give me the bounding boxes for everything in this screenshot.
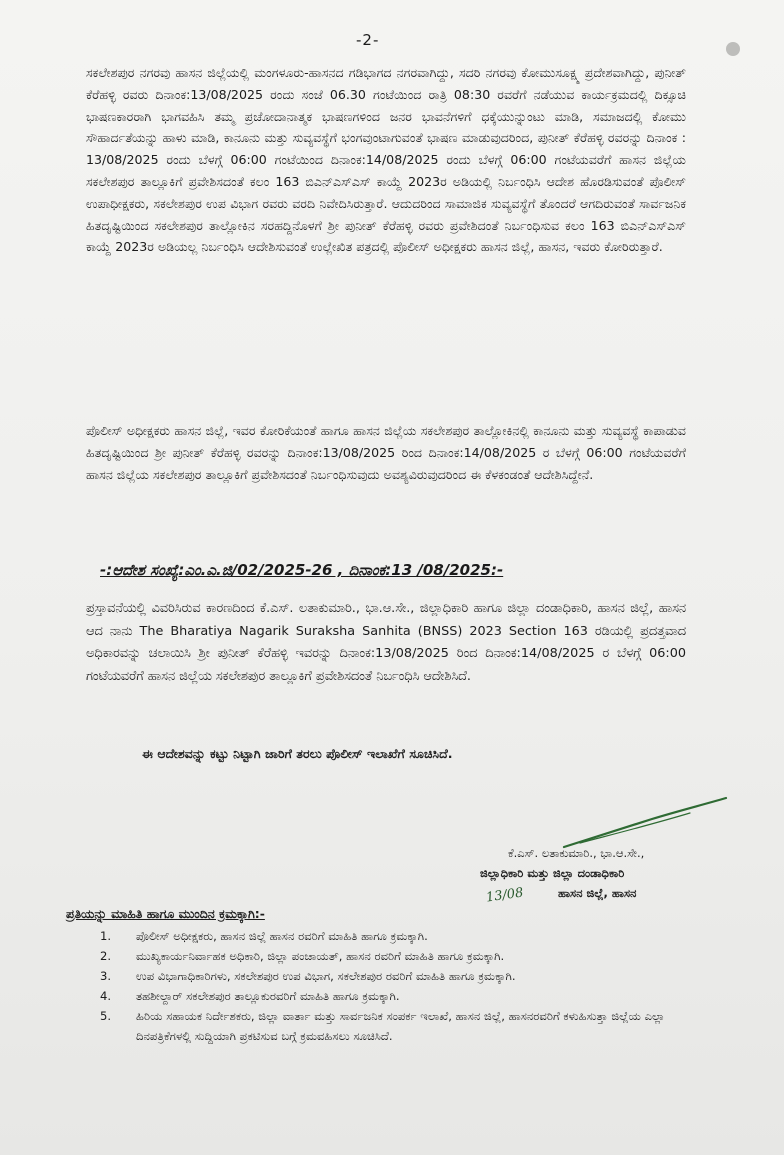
- signatory-office: ಹಾಸನ ಜಿಲ್ಲೆ, ಹಾಸನ: [558, 886, 637, 900]
- signatory-name: ಕೆ.ಎಸ್. ಲತಾಕುಮಾರಿ., ಭಾ.ಆ.ಸೇ.,: [508, 846, 645, 860]
- list-item-text: ಹಿರಿಯ ಸಹಾಯಕ ನಿರ್ದೇಶಕರು, ಜಿಲ್ಲಾ ವಾರ್ತಾ ಮತ್ತು ಸಾರ್ವಜನಿಕ ಸಂಪರ್ಕ ಇಲಾಖೆ, ಹಾಸನ ಜಿಲ್ಲೆ, ಹಾಸನರವರಿಗೆ ಕಳುಹಿಸುತ್ತಾ ಜಿಲ್ಲೆಯ ಎಲ್ಲಾ ದಿನಪತ್ರಿಕೆಗಳಲ್ಲಿ ಸುದ್ದಿಯಾಗಿ ಪ್ರಕಟಿಸುವ ಬಗ್ಗೆ ಕ್ರಮವಹಿಸಲು ಸೂಚಿಸಿದೆ.: [136, 1009, 666, 1043]
- list-item-text: ಪೊಲೀಸ್ ಅಧೀಕ್ಷಕರು, ಹಾಸನ ಜಿಲ್ಲೆ ಹಾಸನ ರವರಿಗೆ ಮಾಹಿತಿ ಹಾಗೂ ಕ್ರಮಕ್ಕಾಗಿ.: [136, 929, 428, 943]
- list-item-number: 2.: [100, 949, 112, 963]
- signatory-designation: ಜಿಲ್ಲಾಧಿಕಾರಿ ಮತ್ತು ಜಿಲ್ಲಾ ದಂಡಾಧಿಕಾರಿ: [480, 866, 625, 880]
- list-item-number: 4.: [100, 989, 112, 1003]
- copy-to-list: [100, 926, 700, 1046]
- page-number: -2-: [356, 31, 380, 49]
- list-item: [100, 946, 700, 966]
- request-paragraph: ಪೊಲೀಸ್ ಅಧೀಕ್ಷಕರು ಹಾಸನ ಜಿಲ್ಲೆ, ಇವರ ಕೋರಿಕೆಯಂತೆ ಹಾಗೂ ಹಾಸನ ಜಿಲ್ಲೆಯ ಸಕಲೇಶಪುರ ತಾಲ್ಲೋಕಿನಲ್ಲಿ ಕಾನೂನು ಮತ್ತು ಸುವ್ಯವಸ್ಥೆ ಕಾಪಾಡುವ ಹಿತದೃಷ್ಟಿಯಿಂದ ಶ್ರೀ ಪುನೀತ್ ಕೆರೆಹಳ್ಳಿ ರವರನ್ನು ದಿನಾಂಕ:13/08/2025 ರಿಂದ ದಿನಾಂಕ:14/08/2025 ರ ಬೆಳಗ್ಗೆ 06:00 ಗಂಟೆಯವರೆಗೆ ಹಾಸನ ಜಿಲ್ಲೆಯ ಸಕಲೇಶಪುರ ತಾಲ್ಲೂಕಿಗೆ ಪ್ರವೇಶಿಸದಂತೆ ನಿರ್ಬಂಧಿಸುವುದು ಅವಶ್ಯವಿರುವುದರಿಂದ ಈ ಕೆಳಕಂಡಂತೆ ಆದೇಶಿಸಿದ್ದೇನೆ.: [86, 423, 686, 482]
- list-item-number: 3.: [100, 969, 112, 983]
- list-item-text: ತಹಶೀಲ್ದಾರ್ ಸಕಲೇಶಪುರ ತಾಲ್ಲೂಕುರವರಿಗೆ ಮಾಹಿತಿ ಹಾಗೂ ಕ್ರಮಕ್ಕಾಗಿ.: [136, 989, 400, 1003]
- order-instruction: ಈ ಆದೇಶವನ್ನು ಕಟ್ಟು ನಿಟ್ಟಾಗಿ ಜಾರಿಗೆ ತರಲು ಪೊಲೀಸ್ ಇಲಾಖೆಗೆ ಸೂಚಿಸಿದೆ.: [142, 746, 453, 761]
- list-item-text: ಮುಖ್ಯಕಾರ್ಯನಿರ್ವಾಹಕ ಅಧಿಕಾರಿ, ಜಿಲ್ಲಾ ಪಂಚಾಯತ್, ಹಾಸನ ರವರಿಗೆ ಮಾಹಿತಿ ಹಾಗೂ ಕ್ರಮಕ್ಕಾಗಿ.: [136, 949, 505, 963]
- list-item-text: ಉಪ ವಿಭಾಗಾಧಿಕಾರಿಗಳು, ಸಕಲೇಶಪುರ ಉಪ ವಿಭಾಗ, ಸಕಲೇಶಪುರ ರವರಿಗೆ ಮಾಹಿತಿ ಹಾಗೂ ಕ್ರಮಕ್ಕಾಗಿ.: [136, 969, 516, 983]
- list-item: [100, 966, 700, 986]
- list-item-number: 1.: [100, 929, 112, 943]
- order-body: ಪ್ರಸ್ತಾವನೆಯಲ್ಲಿ ವಿವರಿಸಿರುವ ಕಾರಣದಿಂದ ಕೆ.ಎಸ್. ಲತಾಕುಮಾರಿ., ಭಾ.ಆ.ಸೇ., ಜಿಲ್ಲಾಧಿಕಾರಿ ಹಾಗೂ ಜಿಲ್ಲಾ ದಂಡಾಧಿಕಾರಿ, ಹಾಸನ ಜಿಲ್ಲೆ, ಹಾಸನ ಆದ ನಾನು The Bharatiya Nagarik Suraksha Sanhita (BNSS) 2023 Section 163 ರಡಿಯಲ್ಲಿ ಪ್ರದತ್ತವಾದ ಅಧಿಕಾರವನ್ನು ಚಲಾಯಿಸಿ ಶ್ರೀ ಪುನೀತ್ ಕೆರೆಹಳ್ಳಿ ಇವರನ್ನು ದಿನಾಂಕ:13/08/2025 ರಿಂದ ದಿನಾಂಕ:14/08/2025 ರ ಬೆಳಗ್ಗೆ 06:00 ಗಂಟೆಯವರೆಗೆ ಹಾಸನ ಜಿಲ್ಲೆಯ ಸಕಲೇಶಪುರ ತಾಲ್ಲೂಕಿಗೆ ಪ್ರವೇಶಿಸದಂತೆ ನಿರ್ಬಂಧಿಸಿ ಆದೇಶಿಸಿದೆ.: [86, 601, 686, 684]
- list-item: [100, 986, 700, 1006]
- list-item: [100, 926, 700, 946]
- list-item-number: 5.: [100, 1009, 112, 1023]
- order-heading: -:ಆದೇಶ ಸಂಖ್ಯೆ:ಎಂ.ಎ.ಜಿ/02/2025-26 , ದಿನಾಂಕ:13 /08/2025:-: [100, 561, 504, 579]
- list-item: [100, 1006, 700, 1046]
- handwritten-initial-date: 13/08: [485, 885, 525, 906]
- copy-to-title: ಪ್ರತಿಯನ್ನು ಮಾಹಿತಿ ಹಾಗೂ ಮುಂದಿನ ಕ್ರಮಕ್ಕಾಗಿ:-: [66, 906, 265, 921]
- punch-hole: [726, 42, 740, 56]
- intro-paragraph: ಸಕಲೇಶಪುರ ನಗರವು ಹಾಸನ ಜಿಲ್ಲೆಯಲ್ಲಿ ಮಂಗಳೂರು-ಹಾಸನದ ಗಡಿಭಾಗದ ನಗರವಾಗಿದ್ದು, ಸದರಿ ನಗರವು ಕೋಮುಸೂಕ್ಷ್ಮ ಪ್ರದೇಶವಾಗಿದ್ದು, ಪುನೀತ್ ಕೆರೆಹಳ್ಳಿ ರವರು ದಿನಾಂಕ:13/08/2025 ರಂದು ಸಂಜೆ 06.30 ಗಂಟೆಯಿಂದ ರಾತ್ರಿ 08:30 ರವರೆಗೆ ನಡೆಯುವ ಕಾರ್ಯಕ್ರಮದಲ್ಲಿ ದಿಕ್ಸೂಚಿ ಭಾಷಣಕಾರರಾಗಿ ಭಾಗವಹಿಸಿ ತಮ್ಮ ಪ್ರಚೋದಾನಾತ್ಮಕ ಭಾಷಣಗಳಿಂದ ಜನರ ಭಾವನೆಗಳಿಗೆ ಧಕ್ಕೆಯುನ್ನುಂಟು ಮಾಡಿ, ಸಮಾಜದಲ್ಲಿ ಕೋಮು ಸೌಹಾರ್ದತೆಯನ್ನು ಹಾಳು ಮಾಡಿ, ಕಾನೂನು ಮತ್ತು ಸುವ್ಯವಸ್ಥೆಗೆ ಭಂಗವುಂಟಾಗುವಂತೆ ಭಾಷಣ ಮಾಡುವುದರಿಂದ, ಪುನೀತ್ ಕೆರೆಹಳ್ಳಿ ರವರನ್ನು ದಿನಾಂಕ : 13/08/2025 ರಂದು ಬೆಳಗ್ಗೆ 06:00 ಗಂಟೆಯಿಂದ ದಿನಾಂಕ:14/08/2025 ರಂದು ಬೆಳಗ್ಗೆ 06:00 ಗಂಟೆಯವರೆಗೆ ಹಾಸನ ಜಿಲ್ಲೆಯ ಸಕಲೇಶಪುರ ತಾಲ್ಲೂಕಿಗೆ ಪ್ರವೇಶಿಸದಂತೆ ಕಲಂ 163 ಬಿಎನ್‌ಎಸ್‌ಎಸ್ ಕಾಯ್ದೆ 2023ರ ಅಡಿಯಲ್ಲಿ ನಿರ್ಬಂಧಿಸಿ ಆದೇಶ ಹೊರಡಿಸುವಂತೆ ಪೊಲೀಸ್ ಉಪಾಧೀಕ್ಷಕರು, ಸಕಲೇಶಪುರ ಉಪ ವಿಭಾಗ ರವರು ವರದಿ ನಿವೇದಿಸಿರುತ್ತಾರೆ. ಆದುದರಿಂದ ಸಾಮಾಜಿಕ ಸುವ್ಯವಸ್ಥೆಗೆ ತೊಂದರೆ ಆಗದಿರುವಂತೆ ಸಾರ್ವಜನಿಕ ಹಿತದೃಷ್ಟಿಯಿಂದ ಸಕಲೇಶಪುರ ತಾಲ್ಲೋಕಿನ ಸರಹದ್ದಿನೊಳಗೆ ಶ್ರೀ ಪುನೀತ್ ಕೆರೆಹಳ್ಳಿ ರವರು ಪ್ರವೇಶಿದಂತೆ ನಿರ್ಬಂಧಿಸುವ ಕಲಂ 163 ಬಿಎನ್‌ಎಸ್‌ಎಸ್ ಕಾಯ್ದೆ 2023ರ ಅಡಿಯಲ್ಲ ನಿರ್ಬಂಧಿಸಿ ಆದೇಶಿಸುವಂತೆ ಉಲ್ಲೇಖಿತ ಪತ್ರದಲ್ಲಿ ಪೊಲೀಸ್ ಅಧೀಕ್ಷಕರು ಹಾಸನ ಜಿಲ್ಲೆ, ಹಾಸನ, ಇವರು ಕೋರಿರುತ್ತಾರೆ.: [86, 65, 686, 255]
